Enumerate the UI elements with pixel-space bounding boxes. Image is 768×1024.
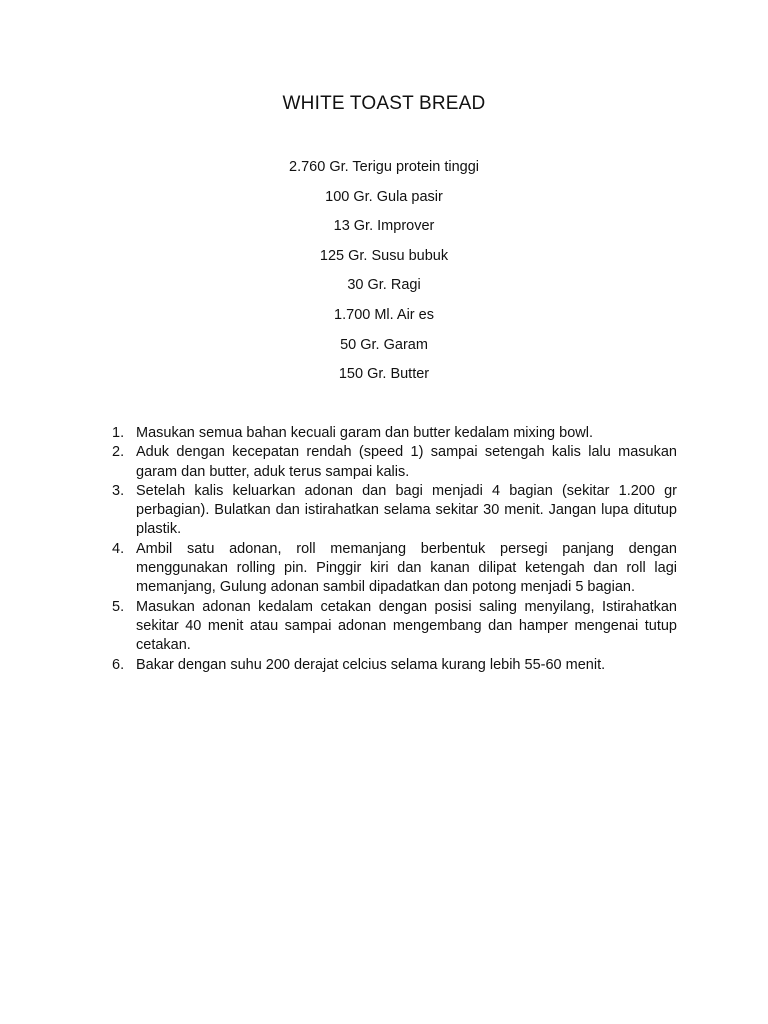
instruction-step: [112, 424, 677, 443]
ingredient-item: 1.700 Ml. Air es: [334, 306, 434, 323]
ingredient-item: 50 Gr. Garam: [340, 336, 428, 353]
instruction-step: [112, 598, 677, 656]
step-number: 4.: [112, 540, 125, 557]
ingredient-item: 150 Gr. Butter: [338, 366, 430, 383]
ingredient-item: 125 Gr. Susu bubuk: [319, 247, 449, 264]
step-text: Bakar dengan suhu 200 derajat celcius selama kurang lebih 55-60 menit.: [136, 656, 606, 673]
step-number: 5.: [112, 598, 125, 615]
step-number: 2.: [112, 444, 125, 461]
ingredient-list: [0, 156, 768, 393]
instruction-step: [112, 656, 677, 675]
step-number: 1.: [112, 425, 125, 441]
step-text: Masukan semua bahan kecuali garam dan butter kedalam mixing bowl.: [136, 425, 593, 441]
step-text: Ambil satu adonan, roll memanjang berbentuk persegi panjang dengan menggunakan rolling pin. Pinggir kiri dan kanan dilipat ketengah dan roll lagi memanjang, Gulung adonan sambil dipadatkan dan potong menjadi 5 bagian.: [136, 540, 677, 596]
step-text: Setelah kalis keluarkan adonan dan bagi menjadi 4 bagian (sekitar 1.200 gr perbagian). Bulatkan dan istirahatkan selama sekitar 30 menit. Jangan lupa ditutup plastik.: [136, 482, 677, 538]
ingredient-item: 30 Gr. Ragi: [347, 277, 421, 294]
step-number: 3.: [112, 482, 125, 499]
step-text: Aduk dengan kecepatan rendah (speed 1) sampai setengah kalis lalu masukan garam dan butter, aduk terus sampai kalis.: [136, 444, 677, 480]
step-number: 6.: [112, 656, 125, 673]
ingredient-item: 100 Gr. Gula pasir: [325, 188, 443, 205]
instruction-step: [112, 482, 677, 540]
instruction-step: [112, 540, 677, 598]
ingredient-item: 2.760 Gr. Terigu protein tinggi: [289, 159, 479, 175]
recipe-title: WHITE TOAST BREAD: [282, 93, 486, 114]
instruction-step: [112, 443, 677, 482]
step-text: Masukan adonan kedalam cetakan dengan posisi saling menyilang, Istirahatkan sekitar 40 menit atau sampai adonan mengembang dan hamper mengenai tutup cetakan.: [136, 598, 677, 654]
ingredient-item: 13 Gr. Improver: [333, 218, 435, 235]
instruction-list: [112, 424, 677, 675]
